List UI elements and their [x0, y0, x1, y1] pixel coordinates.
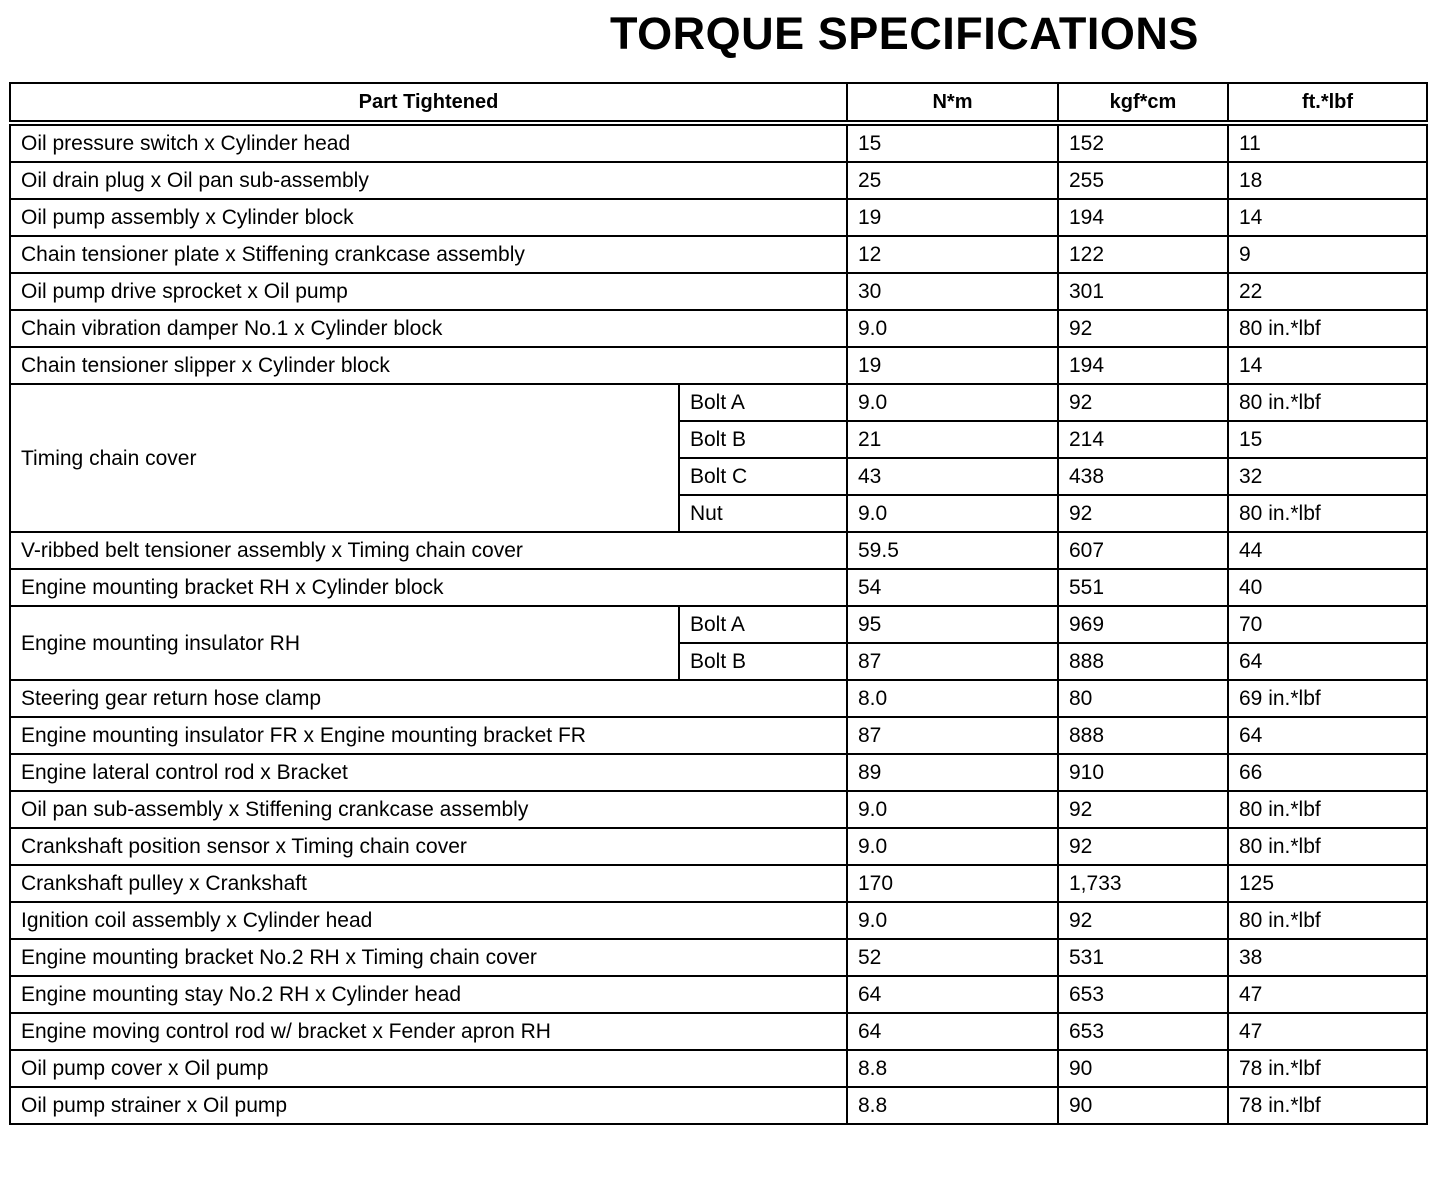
- page-title: [0, 8, 1456, 60]
- nm-cell: 8.0: [847, 680, 1058, 717]
- ft-lbf-cell: 9: [1228, 236, 1427, 273]
- table-row: [10, 717, 1427, 754]
- ft-lbf-cell: 80 in.*lbf: [1228, 791, 1427, 828]
- nm-cell: 9.0: [847, 495, 1058, 532]
- part-cell: Engine moving control rod w/ bracket x Fender apron RH: [10, 1013, 847, 1050]
- nm-cell: 8.8: [847, 1050, 1058, 1087]
- part-cell: Oil pressure switch x Cylinder head: [10, 123, 847, 162]
- ft-lbf-cell: 64: [1228, 717, 1427, 754]
- ft-lbf-cell: 80 in.*lbf: [1228, 902, 1427, 939]
- kgf-cm-cell: 653: [1058, 1013, 1228, 1050]
- part-cell: Engine mounting insulator FR x Engine mounting bracket FR: [10, 717, 847, 754]
- ft-lbf-cell: 80 in.*lbf: [1228, 310, 1427, 347]
- part-cell: Engine mounting stay No.2 RH x Cylinder head: [10, 976, 847, 1013]
- ft-lbf-cell: 80 in.*lbf: [1228, 384, 1427, 421]
- kgf-cm-cell: 80: [1058, 680, 1228, 717]
- kgf-cm-cell: 1,733: [1058, 865, 1228, 902]
- torque-spec-table: [9, 82, 1428, 1125]
- kgf-cm-cell: 214: [1058, 421, 1228, 458]
- table-row: [10, 1050, 1427, 1087]
- ft-lbf-cell: 15: [1228, 421, 1427, 458]
- table-row: [10, 1013, 1427, 1050]
- part-cell: Oil pump drive sprocket x Oil pump: [10, 273, 847, 310]
- kgf-cm-cell: 531: [1058, 939, 1228, 976]
- nm-cell: 9.0: [847, 902, 1058, 939]
- table-row: [10, 199, 1427, 236]
- table-row: [10, 791, 1427, 828]
- nm-cell: 64: [847, 976, 1058, 1013]
- kgf-cm-cell: 551: [1058, 569, 1228, 606]
- nm-cell: 9.0: [847, 310, 1058, 347]
- part-cell: V-ribbed belt tensioner assembly x Timing chain cover: [10, 532, 847, 569]
- table-row: [10, 569, 1427, 606]
- kgf-cm-cell: 152: [1058, 123, 1228, 162]
- sub-part-cell: Nut: [679, 495, 847, 532]
- nm-cell: 54: [847, 569, 1058, 606]
- ft-lbf-cell: 47: [1228, 976, 1427, 1013]
- table-header-row: [10, 83, 1427, 123]
- table-row: [10, 162, 1427, 199]
- kgf-cm-cell: 92: [1058, 310, 1228, 347]
- table-row: [10, 902, 1427, 939]
- ft-lbf-cell: 14: [1228, 347, 1427, 384]
- ft-lbf-cell: 80 in.*lbf: [1228, 828, 1427, 865]
- kgf-cm-cell: 888: [1058, 643, 1228, 680]
- nm-cell: 89: [847, 754, 1058, 791]
- kgf-cm-cell: 255: [1058, 162, 1228, 199]
- kgf-cm-cell: 910: [1058, 754, 1228, 791]
- table-row: [10, 976, 1427, 1013]
- ft-lbf-cell: 11: [1228, 123, 1427, 162]
- sub-part-cell: Bolt C: [679, 458, 847, 495]
- sub-part-cell: Bolt A: [679, 384, 847, 421]
- nm-cell: 59.5: [847, 532, 1058, 569]
- sub-part-cell: Bolt A: [679, 606, 847, 643]
- ft-lbf-cell: 22: [1228, 273, 1427, 310]
- kgf-cm-cell: 92: [1058, 902, 1228, 939]
- nm-cell: 9.0: [847, 791, 1058, 828]
- ft-lbf-cell: 64: [1228, 643, 1427, 680]
- kgf-cm-cell: 92: [1058, 384, 1228, 421]
- table-body: [10, 123, 1427, 1124]
- table-row: [10, 865, 1427, 902]
- ft-lbf-cell: 47: [1228, 1013, 1427, 1050]
- part-cell: Oil pump cover x Oil pump: [10, 1050, 847, 1087]
- part-cell: Oil pan sub-assembly x Stiffening crankcase assembly: [10, 791, 847, 828]
- table-row: [10, 606, 1427, 643]
- nm-cell: 8.8: [847, 1087, 1058, 1124]
- nm-cell: 25: [847, 162, 1058, 199]
- ft-lbf-cell: 70: [1228, 606, 1427, 643]
- ft-lbf-cell: 32: [1228, 458, 1427, 495]
- table-row: [10, 123, 1427, 162]
- ft-lbf-cell: 66: [1228, 754, 1427, 791]
- kgf-cm-cell: 92: [1058, 791, 1228, 828]
- header-kgf-cm: kgf*cm: [1058, 83, 1228, 123]
- table-row: [10, 828, 1427, 865]
- nm-cell: 95: [847, 606, 1058, 643]
- kgf-cm-cell: 122: [1058, 236, 1228, 273]
- header-ft-lbf: ft.*lbf: [1228, 83, 1427, 123]
- nm-cell: 9.0: [847, 384, 1058, 421]
- table-row: [10, 310, 1427, 347]
- ft-lbf-cell: 69 in.*lbf: [1228, 680, 1427, 717]
- kgf-cm-cell: 607: [1058, 532, 1228, 569]
- table-row: [10, 236, 1427, 273]
- ft-lbf-cell: 38: [1228, 939, 1427, 976]
- header-nm: N*m: [847, 83, 1058, 123]
- ft-lbf-cell: 14: [1228, 199, 1427, 236]
- nm-cell: 19: [847, 199, 1058, 236]
- table-row: [10, 680, 1427, 717]
- table-row: [10, 532, 1427, 569]
- kgf-cm-cell: 301: [1058, 273, 1228, 310]
- kgf-cm-cell: 888: [1058, 717, 1228, 754]
- table-row: [10, 939, 1427, 976]
- ft-lbf-cell: 40: [1228, 569, 1427, 606]
- ft-lbf-cell: 80 in.*lbf: [1228, 495, 1427, 532]
- nm-cell: 15: [847, 123, 1058, 162]
- table-row: [10, 1087, 1427, 1124]
- nm-cell: 21: [847, 421, 1058, 458]
- header-part-tightened: Part Tightened: [10, 83, 847, 123]
- part-cell: Chain tensioner slipper x Cylinder block: [10, 347, 847, 384]
- part-cell: Engine mounting bracket No.2 RH x Timing chain cover: [10, 939, 847, 976]
- part-cell: Engine mounting insulator RH: [10, 606, 679, 680]
- page-title-text: TORQUE SPECIFICATIONS: [610, 8, 1199, 59]
- nm-cell: 9.0: [847, 828, 1058, 865]
- kgf-cm-cell: 194: [1058, 347, 1228, 384]
- part-cell: Crankshaft pulley x Crankshaft: [10, 865, 847, 902]
- part-cell: Crankshaft position sensor x Timing chain cover: [10, 828, 847, 865]
- table-row: [10, 347, 1427, 384]
- kgf-cm-cell: 92: [1058, 828, 1228, 865]
- ft-lbf-cell: 44: [1228, 532, 1427, 569]
- nm-cell: 52: [847, 939, 1058, 976]
- part-cell: Oil drain plug x Oil pan sub-assembly: [10, 162, 847, 199]
- nm-cell: 43: [847, 458, 1058, 495]
- sub-part-cell: Bolt B: [679, 421, 847, 458]
- part-cell: Chain tensioner plate x Stiffening crankcase assembly: [10, 236, 847, 273]
- ft-lbf-cell: 78 in.*lbf: [1228, 1050, 1427, 1087]
- part-cell: Steering gear return hose clamp: [10, 680, 847, 717]
- kgf-cm-cell: 90: [1058, 1050, 1228, 1087]
- part-cell: Engine mounting bracket RH x Cylinder block: [10, 569, 847, 606]
- ft-lbf-cell: 125: [1228, 865, 1427, 902]
- ft-lbf-cell: 18: [1228, 162, 1427, 199]
- nm-cell: 30: [847, 273, 1058, 310]
- nm-cell: 12: [847, 236, 1058, 273]
- nm-cell: 19: [847, 347, 1058, 384]
- nm-cell: 87: [847, 717, 1058, 754]
- nm-cell: 87: [847, 643, 1058, 680]
- nm-cell: 64: [847, 1013, 1058, 1050]
- kgf-cm-cell: 194: [1058, 199, 1228, 236]
- ft-lbf-cell: 78 in.*lbf: [1228, 1087, 1427, 1124]
- part-cell: Chain vibration damper No.1 x Cylinder block: [10, 310, 847, 347]
- table-row: [10, 754, 1427, 791]
- part-cell: Ignition coil assembly x Cylinder head: [10, 902, 847, 939]
- part-cell: Oil pump strainer x Oil pump: [10, 1087, 847, 1124]
- table-row: [10, 273, 1427, 310]
- nm-cell: 170: [847, 865, 1058, 902]
- sub-part-cell: Bolt B: [679, 643, 847, 680]
- kgf-cm-cell: 438: [1058, 458, 1228, 495]
- table-row: [10, 384, 1427, 421]
- kgf-cm-cell: 90: [1058, 1087, 1228, 1124]
- kgf-cm-cell: 653: [1058, 976, 1228, 1013]
- part-cell: Oil pump assembly x Cylinder block: [10, 199, 847, 236]
- part-cell: Timing chain cover: [10, 384, 679, 532]
- kgf-cm-cell: 969: [1058, 606, 1228, 643]
- kgf-cm-cell: 92: [1058, 495, 1228, 532]
- part-cell: Engine lateral control rod x Bracket: [10, 754, 847, 791]
